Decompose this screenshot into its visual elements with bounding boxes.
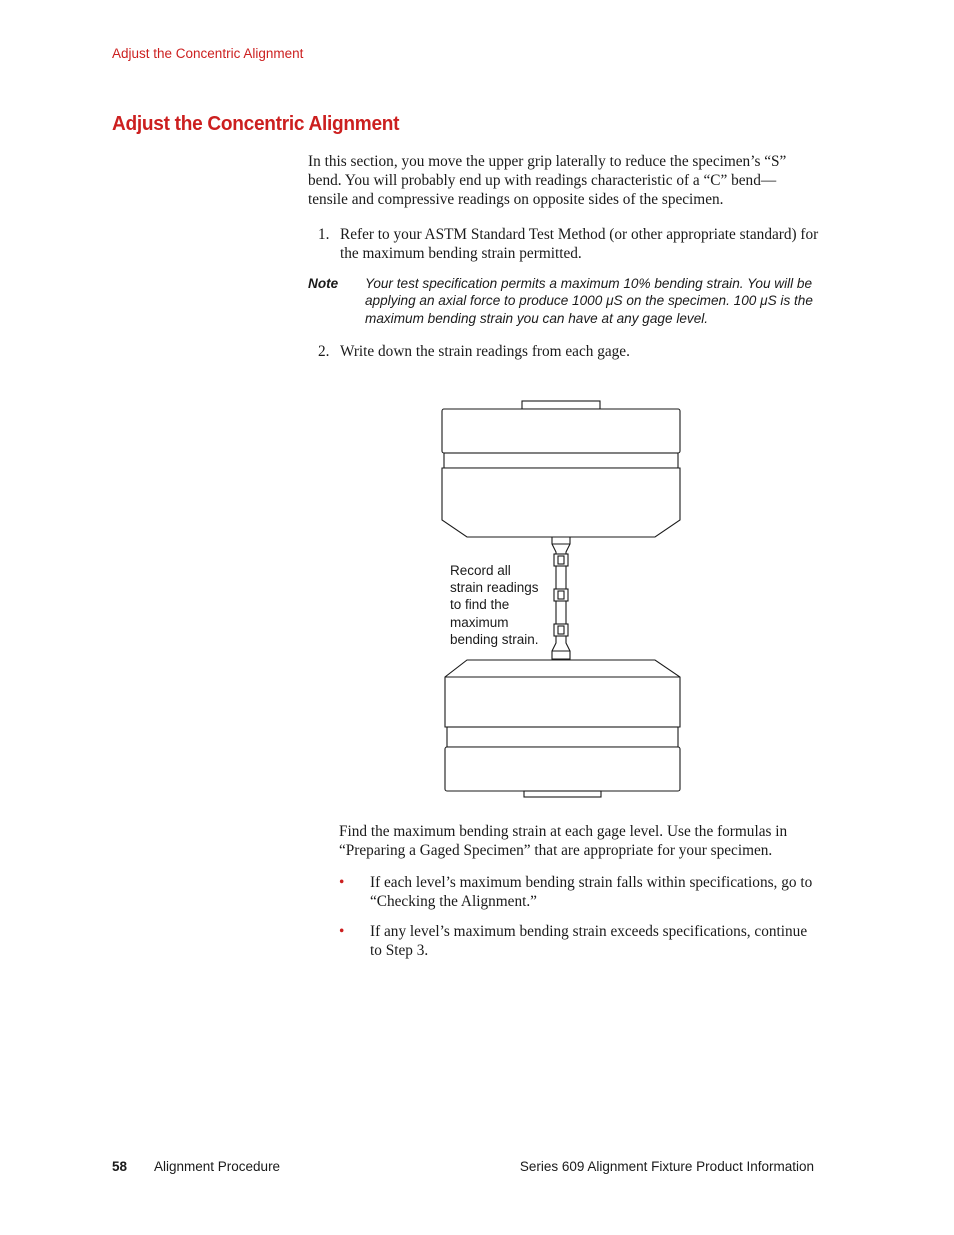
step-text: Write down the strain readings from each gage. (340, 343, 630, 360)
strain-gage (554, 554, 568, 566)
section-title: Adjust the Concentric Alignment (112, 112, 400, 135)
callout-line: bending strain. (450, 632, 539, 647)
callout-line: strain readings (450, 580, 539, 595)
callout-line: Record all (450, 563, 511, 578)
running-header: Adjust the Concentric Alignment (112, 46, 304, 61)
callout-line: to find the (450, 597, 510, 612)
bullet-text: If any level’s maximum bending strain exceeds specifications, continue to Step 3. (370, 923, 808, 959)
lower-grip-spacer (447, 727, 678, 747)
page-number: 58 (112, 1159, 128, 1174)
lower-grip-block-bottom (445, 747, 680, 791)
strain-gage (554, 589, 568, 601)
strain-gage-element (558, 626, 564, 634)
upper-cap (522, 401, 600, 409)
intro-paragraph: In this section, you move the upper grip laterally to reduce the specimen’s “S” bend. You will probably end up with readings characteristic of a “C” bend—tensile and compressive readings on opposite sides of the specimen. (308, 153, 787, 208)
specimen (552, 537, 570, 659)
strain-gage-element (558, 556, 564, 564)
note-label: Note (308, 276, 339, 291)
footer-chapter: Alignment Procedure (154, 1159, 281, 1174)
upper-grip-spacer (444, 453, 678, 468)
strain-gage (554, 624, 568, 636)
bullet-marker: • (339, 923, 345, 940)
bullet-marker: • (339, 874, 345, 891)
upper-grip-block-top (442, 409, 680, 453)
callout-line: maximum (450, 615, 509, 630)
lower-cap (524, 791, 601, 797)
step-number: 2. (318, 343, 330, 360)
step-text: Refer to your ASTM Standard Test Method (or other appropriate standard) for the maximum bending strain permitted. (340, 226, 819, 262)
bullet-text: If each level’s maximum bending strain falls within specifications, go to “Checking the Alignment.” (370, 874, 813, 910)
upper-grip-block-lower (442, 468, 680, 537)
strain-gage-element (558, 591, 564, 599)
after-figure-paragraph: Find the maximum bending strain at each gage level. Use the formulas in “Preparing a Gaged Specimen” that are appropriate for your specimen. (339, 823, 788, 859)
footer-document-title: Series 609 Alignment Fixture Product Information (519, 1159, 814, 1174)
note-text: Your test specification permits a maximum 10% bending strain. You will be applying an axial force to produce 1000 μS on the specimen. 100 μS is the maximum bending strain you can have at any gage level. (365, 276, 813, 326)
step-number: 1. (318, 226, 330, 243)
lower-grip-block-upper (445, 660, 680, 727)
